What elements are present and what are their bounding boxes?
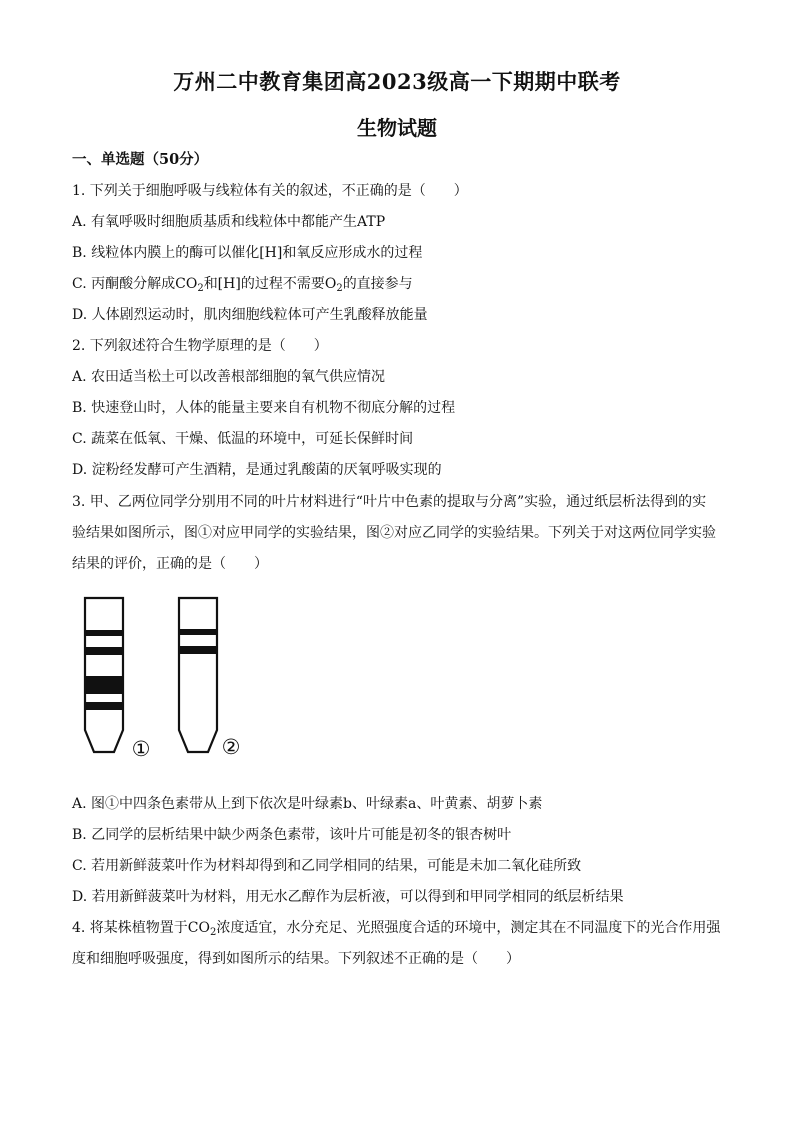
pigment-band-6 xyxy=(179,646,217,654)
q3-stem-line2: 验结果如图所示，图①对应甲同学的实验结果，图②对应乙同学的实验结果。下列关于对这两位同学实验 xyxy=(72,525,716,541)
q3-option-b: B. 乙同学的层析结果中缺少两条色素带，该叶片可能是初冬的银杏树叶 xyxy=(72,827,512,843)
chromatogram-1 xyxy=(85,598,150,761)
q1-option-b: B. 线粒体内膜上的酶可以催化[H]和氧反应形成水的过程 xyxy=(72,245,423,261)
q2-option-a: A. 农田适当松土可以改善根部细胞的氧气供应情况 xyxy=(72,369,386,385)
q1-option-c-part2: 和[H]的过程不需要O xyxy=(203,276,337,292)
q4-stem-part1: 4. 将某株植物置于CO xyxy=(72,920,210,936)
q4-stem-sub: 2 xyxy=(210,927,217,938)
pigment-band-1 xyxy=(85,630,123,636)
figure-label-2: ② xyxy=(221,735,241,759)
q4-stem-part2: 浓度适宜，水分充足、光照强度合适的环境中，测定其在不同温度下的光合作用强 xyxy=(216,920,721,936)
q4-stem-line1 xyxy=(72,918,720,938)
q2-stem: 2. 下列叙述符合生物学原理的是（ ） xyxy=(72,338,328,354)
q2-option-c: C. 蔬菜在低氧、干燥、低温的环境中，可延长保鲜时间 xyxy=(72,431,414,447)
pigment-band-5 xyxy=(179,629,217,635)
page-subtitle: 生物试题 xyxy=(357,116,437,140)
pigment-band-4 xyxy=(85,702,123,710)
q3-stem-line1: 3. 甲、乙两位同学分别用不同的叶片材料进行“叶片中色素的提取与分离”实验，通过纸层析法得到的实 xyxy=(72,494,707,510)
q3-option-d: D. 若用新鲜菠菜叶为材料，用无水乙醇作为层析液，可以得到和甲同学相同的纸层析结果 xyxy=(72,889,624,905)
q1-option-a: A. 有氧呼吸时细胞质基质和线粒体中都能产生ATP xyxy=(72,214,386,230)
q1-option-c-sub2: 2 xyxy=(336,283,343,294)
paper-strip-2 xyxy=(179,598,217,752)
chromatogram-2 xyxy=(179,598,240,759)
pigment-band-2 xyxy=(85,647,123,655)
q1-option-c-part3: 的直接参与 xyxy=(342,276,413,292)
q3-stem-line3: 结果的评价，正确的是（ ） xyxy=(72,556,268,572)
section-heading: 一、单选题（50分） xyxy=(72,151,209,168)
q1-option-c xyxy=(72,274,413,294)
page-title: 万州二中教育集团高2023级高一下期期中联考 xyxy=(173,69,621,94)
pigment-band-3 xyxy=(85,676,123,694)
q1-option-c-sub1: 2 xyxy=(197,283,204,294)
q1-option-c-part1: C. 丙酮酸分解成CO xyxy=(72,276,198,292)
figure-label-1: ① xyxy=(131,737,151,761)
q2-option-d: D. 淀粉经发酵可产生酒精，是通过乳酸菌的厌氧呼吸实现的 xyxy=(72,462,442,478)
q4-stem-line2: 度和细胞呼吸强度，得到如图所示的结果。下列叙述不正确的是（ ） xyxy=(72,951,520,967)
q1-stem: 1. 下列关于细胞呼吸与线粒体有关的叙述，不正确的是（ ） xyxy=(72,183,468,199)
q2-option-b: B. 快速登山时，人体的能量主要来自有机物不彻底分解的过程 xyxy=(72,400,456,416)
q3-option-c: C. 若用新鲜菠菜叶作为材料却得到和乙同学相同的结果，可能是未加二氧化硅所致 xyxy=(72,858,582,874)
paper-strip-1 xyxy=(85,598,123,752)
chromatography-figure xyxy=(72,590,252,762)
q1-option-d: D. 人体剧烈运动时，肌肉细胞线粒体可产生乳酸释放能量 xyxy=(72,307,428,323)
q3-option-a: A. 图①中四条色素带从上到下依次是叶绿素b、叶绿素a、叶黄素、胡萝卜素 xyxy=(72,796,543,812)
